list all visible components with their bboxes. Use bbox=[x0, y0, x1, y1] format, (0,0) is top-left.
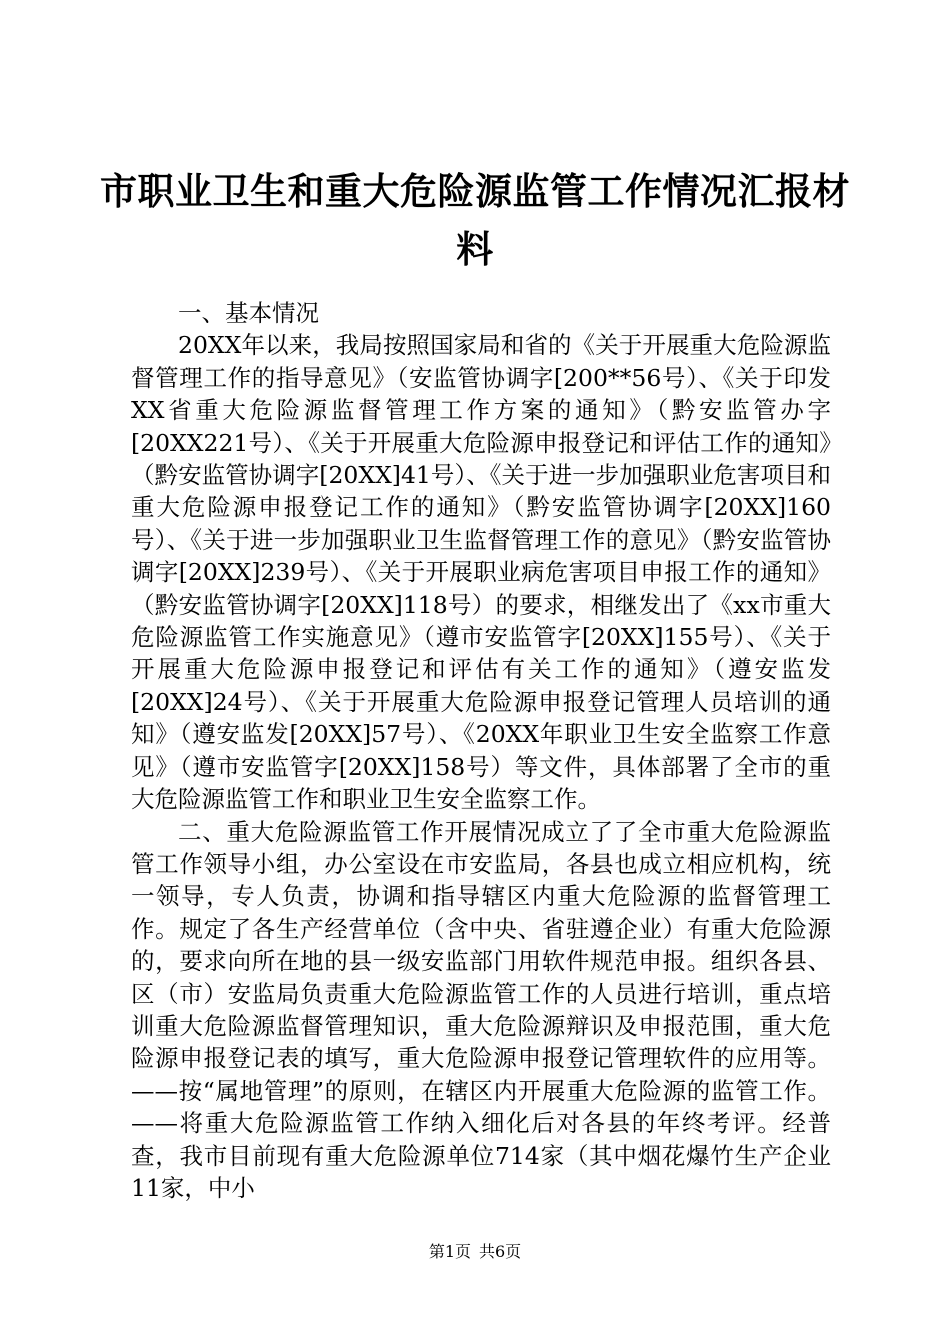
section-heading-basic-info: 一、基本情况 bbox=[178, 299, 319, 327]
document-body bbox=[131, 297, 831, 1204]
body-paragraph: 二、重大危险源监管工作开展情况成立了了全市重大危险源监管工作领导小组，办公室设在市安监局，各县也成立相应机构，统一领导，专人负责，协调和指导辖区内重大危险源的监督管理工作。规定了各生产经营单位（含中央、省驻遵企业）有重大危险源的，要求向所在地的县一级安监部门用软件规范申报。组织各县、区（市）安监局负责重大危险源监管工作的人员进行培训，重点培训重大危险源监督管理知识，重大危险源辩识及申报范围，重大危险源申报登记表的填写，重大危险源申报登记管理软件的应用等。——按“属地管理”的原则，在辖区内开展重大危险源的监管工作。——将重大危险源监管工作纳入细化后对各县的年终考评。经普查，我市目前现有重大危险源单位714家（其中烟花爆竹生产企业11家，中小 bbox=[131, 817, 831, 1202]
body-paragraph: 20XX年以来，我局按照国家局和省的《关于开展重大危险源监督管理工作的指导意见》（安监管协调字[200**56号）、《关于印发XX省重大危险源监督管理工作方案的通知》（黔安监管办字[20XX221号）、《关于开展重大危险源申报登记和评估工作的通知》（黔安监管协调字[20XX]41号）、《关于进一步加强职业危害项目和重大危险源申报登记工作的通知》（黔安监管协调字[20XX]160号）、《关于进一步加强职业卫生监督管理工作的意见》（黔安监管协调字[20XX]239号）、《关于开展职业病危害项目申报工作的通知》（黔安监管协调字[20XX]118号）的要求，相继发出了《xx市重大危险源监管工作实施意见》（遵市安监管字[20XX]155号）、《关于开展重大危险源申报登记和评估有关工作的通知》（遵安监发[20XX]24号）、《关于开展重大危险源申报登记管理人员培训的通知》（遵安监发[20XX]57号）、《20XX年职业卫生安全监察工作意见》（遵市安监管字[20XX]158号）等文件，具体部署了全市的重大危险源监管工作和职业卫生安全监察工作。 bbox=[131, 331, 831, 814]
page-footer bbox=[0, 1242, 950, 1262]
page-number: 第1页 bbox=[428, 1242, 471, 1261]
page-count: 共6页 bbox=[479, 1242, 522, 1261]
document-title: 市职业卫生和重大危险源监管工作情况汇报材料 bbox=[100, 169, 850, 271]
